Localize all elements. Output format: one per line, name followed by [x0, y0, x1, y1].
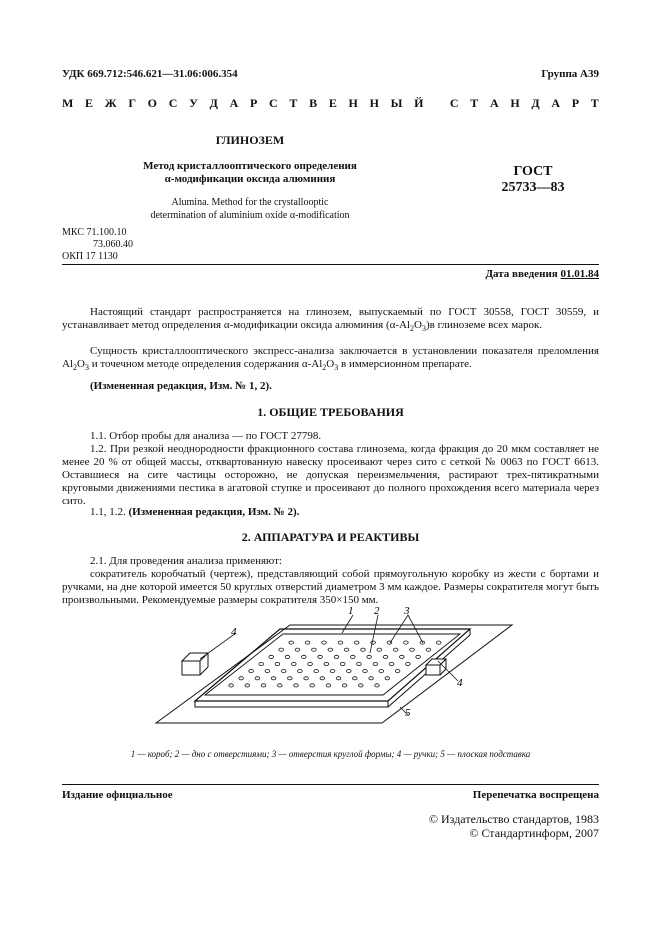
official-edition: Издание официальное — [62, 789, 173, 801]
doc-subtitle-1: Метод кристаллооптического определения — [143, 160, 357, 172]
gost-number: 25733—83 — [501, 180, 565, 195]
heading-letter: Р — [571, 96, 580, 110]
hole — [330, 670, 335, 673]
box-front-wall — [195, 701, 388, 707]
hole — [269, 655, 274, 658]
fig-label-4-right: 4 — [457, 677, 463, 689]
copyright-2: © Стандартинформ, 2007 — [469, 826, 599, 840]
heading-letter: А — [551, 96, 561, 110]
heading-letter: С — [168, 96, 178, 110]
group-code: Группа А39 — [541, 68, 599, 80]
heading-letter: Е — [328, 96, 337, 110]
hole — [294, 684, 299, 687]
fig-label-1: 1 — [348, 605, 354, 617]
figure-caption: 1 — короб; 2 — дно с отверстиями; 3 — отверстия круглой формы; 4 — ручки; 5 — плоская подставка — [130, 749, 531, 759]
doc-subtitle-2: α-модификации оксида алюминия — [164, 173, 336, 185]
fig-label-3: 3 — [404, 605, 410, 617]
hole — [305, 641, 310, 644]
heading-letter: Н — [348, 96, 358, 110]
hole — [351, 655, 356, 658]
hole — [347, 670, 352, 673]
hole — [336, 677, 341, 680]
hole — [320, 677, 325, 680]
heading-letter: Т — [470, 96, 479, 110]
hole — [292, 662, 297, 665]
hole — [367, 655, 372, 658]
intro-date-value: 01.01.84 — [560, 268, 599, 280]
hole — [281, 670, 286, 673]
heading-letter: Е — [85, 96, 94, 110]
hole — [383, 655, 388, 658]
clause-1-2: 1.2. При резкой неоднородности фракционного состава глинозема, когда фракция до 20 мкм составляет не менее 20 % от общей массы, отквартованную навеску просеивают через сито с сеткой № 0063 по ГОСТ 6613. Оставшиеся на сите частицы осторожно, не допуская переизмельчения, растирают трех-пятикратными круговыми движениями пестика в агатовой ступке и просеивают до полного прохождения всего материала через сито. — [62, 443, 599, 507]
doc-title-en-1: Alumina. Method for the crystallooptic — [171, 197, 329, 208]
hole — [344, 648, 349, 651]
right-handle — [426, 659, 446, 675]
heading-letter: А — [489, 96, 499, 110]
paragraph-scope: Настоящий стандарт распространяется на глинозем, выпускаемый по ГОСТ 30558, ГОСТ 30559, и устанавливает метод определения α-модификации оксида алюминия $(\alpha-Al_2O_3)в$ глиноземе всех марок. — [62, 306, 599, 334]
mks-code-2: 73.060.40 — [93, 239, 133, 250]
paragraph-essence: Сущность кристаллооптического экспресс-анализа заключается в установлении показателя преломления $Al_2O_3$ и точечном методе определения содержания $\alpha-Al_2O_3$ в иммерсионном препарате. — [62, 345, 599, 373]
hole — [304, 677, 309, 680]
heading-letter: Н — [510, 96, 520, 110]
hole — [400, 655, 405, 658]
hole — [363, 670, 368, 673]
hole — [288, 677, 293, 680]
heading-letter: Р — [249, 96, 258, 110]
hole — [271, 677, 276, 680]
hole — [310, 684, 315, 687]
hole — [340, 662, 345, 665]
hole — [239, 677, 244, 680]
hole — [436, 641, 441, 644]
section-2-heading: 2. АППАРАТУРА И РЕАКТИВЫ — [241, 530, 420, 544]
hole — [255, 677, 260, 680]
heading-letter: Ы — [390, 96, 403, 110]
heading-letter: Т — [590, 96, 599, 110]
fig-label-2: 2 — [374, 605, 380, 617]
divider-top — [62, 264, 599, 265]
hole — [229, 684, 234, 687]
heading-letter: Г — [128, 96, 136, 110]
doc-title-en-2: determination of aluminium oxide α-modification — [150, 210, 350, 221]
heading-letter: Ж — [104, 96, 117, 110]
interstate-standard-heading — [62, 96, 599, 111]
hole — [285, 655, 290, 658]
hole — [373, 662, 378, 665]
gost-label: ГОСТ — [513, 164, 553, 179]
hole — [385, 677, 390, 680]
hole — [326, 684, 331, 687]
heading-letter: А — [229, 96, 239, 110]
hole — [359, 684, 364, 687]
hole — [279, 648, 284, 651]
leader-1 — [342, 615, 353, 633]
heading-letter: У — [189, 96, 198, 110]
doc-title: ГЛИНОЗЕМ — [215, 133, 285, 147]
hole — [312, 648, 317, 651]
heading-letter: О — [147, 96, 158, 110]
heading-letter: В — [309, 96, 318, 110]
hole — [275, 662, 280, 665]
heading-letter: Д — [209, 96, 218, 110]
mks-code: МКС 71.100.10 — [62, 227, 127, 238]
hole — [379, 670, 384, 673]
fig-label-4-left: 4 — [231, 626, 237, 638]
intro-date-label: Дата введения — [485, 268, 558, 280]
hole — [302, 655, 307, 658]
hole — [249, 670, 254, 673]
heading-letter: Д — [531, 96, 540, 110]
hole — [259, 662, 264, 665]
hole — [354, 641, 359, 644]
clause-2-1-description: сократитель коробчатый (чертеж), представляющий собой прямоугольную коробку из жести с бортами и ручками, на дне которой имеется 50 круглых отверстий диаметром 3 мм каждое. Размеры сократителя могут быть произвольными. Рекомендуемые размеры сократителя 350×150 мм. — [62, 568, 599, 606]
hole — [410, 648, 415, 651]
hole — [245, 684, 250, 687]
hole — [377, 648, 382, 651]
hole — [375, 684, 380, 687]
heading-letter: Т — [289, 96, 298, 110]
hole — [371, 641, 376, 644]
hole — [393, 648, 398, 651]
hole — [261, 684, 266, 687]
heading-letter: Й — [414, 96, 424, 110]
hole — [361, 648, 366, 651]
clause-amendment-2: 1.1, 1.2. (Измененная редакция, Изм. № 2). — [90, 506, 300, 518]
hole — [324, 662, 329, 665]
box-inner-rim — [205, 634, 460, 695]
hole — [353, 677, 358, 680]
intro-date — [430, 268, 599, 281]
holes-grid — [229, 641, 441, 687]
hole — [395, 670, 400, 673]
hole — [338, 641, 343, 644]
paragraph-amendment-1: (Измененная редакция, Изм. № 1, 2). — [90, 380, 272, 392]
hole — [298, 670, 303, 673]
hole — [265, 670, 270, 673]
copyright-1: © Издательство стандартов, 1983 — [428, 812, 599, 826]
hole — [369, 677, 374, 680]
hole — [334, 655, 339, 658]
hole — [426, 648, 431, 651]
clause-2-1: 2.1. Для проведения анализа применяют: — [90, 555, 282, 567]
hole — [314, 670, 319, 673]
heading-letter: М — [62, 96, 74, 110]
hole — [289, 641, 294, 644]
clause-1-1: 1.1. Отбор пробы для анализа — по ГОСТ 27798. — [90, 430, 322, 442]
hole — [328, 648, 333, 651]
hole — [278, 684, 283, 687]
hole — [318, 655, 323, 658]
hole — [406, 662, 411, 665]
okp-code: ОКП 17 1130 — [62, 251, 118, 262]
heading-letter: С — [269, 96, 278, 110]
fig-label-5: 5 — [405, 707, 411, 719]
heading-letter: Н — [369, 96, 379, 110]
hole — [308, 662, 313, 665]
heading-letter: С — [449, 96, 459, 110]
divider-bottom — [62, 784, 599, 785]
hole — [295, 648, 300, 651]
section-1-heading: 1. ОБЩИЕ ТРЕБОВАНИЯ — [257, 405, 404, 419]
hole — [357, 662, 362, 665]
divider-box-drawing — [140, 603, 540, 738]
hole — [404, 641, 409, 644]
hole — [416, 655, 421, 658]
hole — [342, 684, 347, 687]
reprint-notice: Перепечатка воспрещена — [472, 789, 599, 801]
heading-letter — [435, 96, 438, 111]
hole — [389, 662, 394, 665]
udk-code: УДК 669.712:546.621—31.06:006.354 — [62, 68, 238, 80]
hole — [322, 641, 327, 644]
